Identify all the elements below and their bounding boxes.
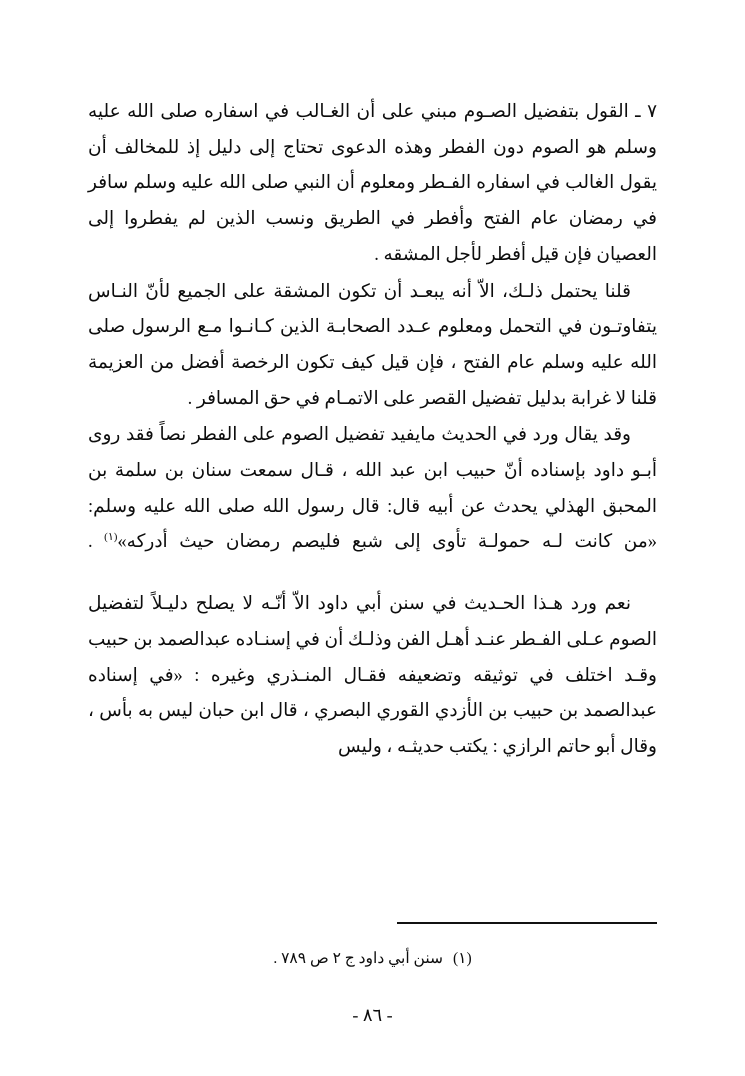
footnote-text: سنن أبي داود ج ٢ ص ٧٨٩ . xyxy=(273,950,443,968)
page-body xyxy=(88,95,657,766)
footnote-divider xyxy=(397,922,657,924)
footnote-reference-marker[interactable]: (١) xyxy=(104,531,118,544)
paragraph-3-text: وقد يقال ورد في الحديث مايفيد تفضيل الصوم على الفطر نصاً فقد روى أبـو داود بإسناده أنّ حبيب ابن عبد الله ، قـال سمعت سنان بن سلمة بن المحبق الهذلي يحدث عن أبيه قال: قال رسول الله صلى الله عليه وسلم: «من كانت لـه حمولـة تأوى إلى شبع فليصم رمضان حيث أدركه» xyxy=(88,425,658,553)
page-number: - ٨٦ - xyxy=(352,1005,393,1025)
paragraph-4: نعم ورد هـذا الحـديث في سنن أبي داود الاّ أنّـه لا يصلح دليـلاً لتفضيل الصوم عـلى الفـطر عنـد أهـل الفن وذلـك أن في إسنـاده عبدالصمد بن حبيب وقـد اختلف في توثيقه وتضعيفه فقـال المنـذري وغيره : «في إسناده عبدالصمد بن حبيب بن الأزدي القوري البصري ، قال ابن حبان ليس به بأس ، وقال أبو حاتم الرازي : يكتب حديثـه ، وليس xyxy=(88,594,657,757)
paragraph-3: وقد يقال ورد في الحديث مايفيد تفضيل الصوم على الفطر نصاً فقد روى أبـو داود بإسناده أنّ حبيب ابن عبد الله ، قـال سمعت سنان بن سلمة بن المحبق الهذلي يحدث عن أبيه قال: قال رسول الله صلى الله عليه وسلم: «من كانت لـه حمولـة تأوى إلى شبع فليصم رمضان حيث أدركه»$^{(١)}$ . xyxy=(88,425,658,553)
numbered-paragraph-7: ٧ ـ القول بتفضيل الصـوم مبني على أن الغـالب في اسفاره صلى الله عليه وسلم هو الصوم دون الفطر وهذه الدعوى تحتاج إلى دليل إذ للمخالف أن يقول الغالب في اسفاره الفـطر ومعلوم أن النبي صلى الله عليه وسلم سافر في رمضان عام الفتح وأفطر في الطريق ونسب الذين لم يفطروا إلى العصيان فإن قيل أفطر لأجل المشقه . xyxy=(88,102,657,265)
paragraph-2: قلنا يحتمل ذلـك، الاّ أنه يبعـد أن تكون المشقة على الجميع لأنّ النـاس يتفاوتـون في التحمل ومعلوم عـدد الصحابـة الذين كـانـوا مـع الرسول صلى الله عليه وسلم عام الفتح ، فإن قيل كيف تكون الرخصة أفضل من العزيمة قلنا لا غرابة بدليل تفضيل القصر على الاتمـام في حق المسافر . xyxy=(88,281,657,409)
footnote-marker: (١) xyxy=(453,950,472,968)
footnote xyxy=(88,947,657,972)
